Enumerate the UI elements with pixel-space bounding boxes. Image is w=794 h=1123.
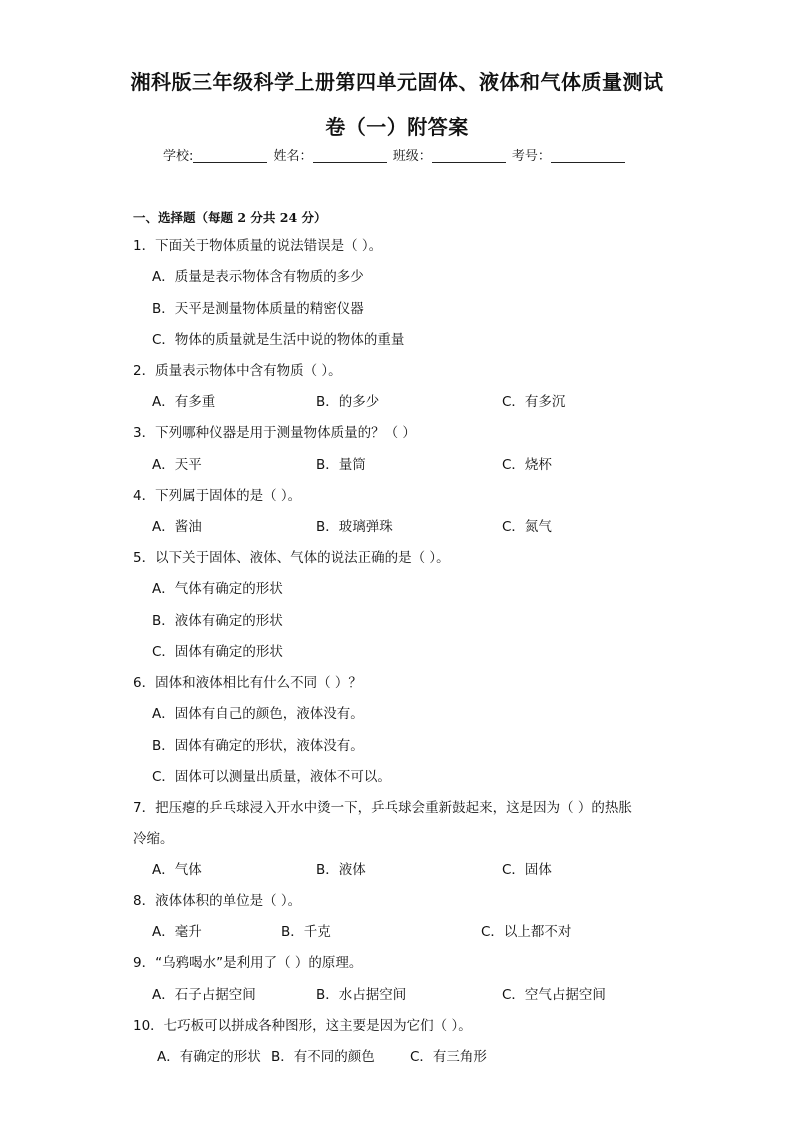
question-stem: 4．下列属于固体的是（ ）。 — [133, 488, 302, 504]
option-c: C．空气占据空间 — [502, 987, 606, 1003]
option-b: B．固体有确定的形状，液体没有。 — [152, 738, 364, 754]
class-blank[interactable] — [432, 148, 506, 163]
question-stem-continuation: 冷缩。 — [133, 831, 174, 847]
option-a: A．气体 — [152, 862, 202, 878]
question-stem: 9．“乌鸦喝水”是利用了（ ）的原理。 — [133, 955, 363, 971]
school-blank[interactable] — [193, 148, 267, 163]
option-a: A．酱油 — [152, 519, 202, 535]
exam-title-line2: 卷（一）附答案 — [325, 115, 469, 139]
option-a: A．质量是表示物体含有物质的多少 — [152, 269, 364, 285]
option-b: B．玻璃弹珠 — [316, 519, 393, 535]
question-stem: 5．以下关于固体、液体、气体的说法正确的是（ ）。 — [133, 550, 450, 566]
option-c: C．有三角形 — [410, 1049, 487, 1065]
question-stem: 6．固体和液体相比有什么不同（ ）？ — [133, 675, 362, 691]
option-a: A．石子占据空间 — [152, 987, 256, 1003]
school-label: 学校: — [163, 149, 194, 164]
question-stem: 3．下列哪种仪器是用于测量物体质量的？（ ） — [133, 425, 416, 441]
option-c: C．固体有确定的形状 — [152, 644, 283, 660]
question-stem: 8．液体体积的单位是（ ）。 — [133, 893, 302, 909]
option-c: C．固体 — [502, 862, 552, 878]
class-label: 班级： — [392, 149, 432, 164]
option-b: B．水占据空间 — [316, 987, 407, 1003]
option-b: B．天平是测量物体质量的精密仪器 — [152, 301, 364, 317]
option-c: C．以上都不对 — [481, 924, 572, 940]
option-a: A．天平 — [152, 457, 202, 473]
option-b: B．液体有确定的形状 — [152, 613, 283, 629]
option-c: C．固体可以测量出质量，液体不可以。 — [152, 769, 391, 785]
name-label: 姓名： — [273, 149, 313, 164]
option-c: C．有多沉 — [502, 394, 566, 410]
exam-number-label: 考号： — [511, 149, 551, 164]
option-a: A．固体有自己的颜色，液体没有。 — [152, 706, 364, 722]
exam-title-line1: 湘科版三年级科学上册第四单元固体、液体和气体质量测试 — [130, 70, 664, 94]
question-stem: 2．质量表示物体中含有物质（ ）。 — [133, 363, 342, 379]
option-b: B．有不同的颜色 — [271, 1049, 375, 1065]
option-b: B．量筒 — [316, 457, 366, 473]
option-b: B．千克 — [281, 924, 331, 940]
section-heading: 一、选择题（每题 2 分共 24 分） — [133, 210, 327, 225]
student-info-row — [163, 145, 627, 164]
option-a: A．有确定的形状 — [157, 1049, 261, 1065]
option-c: C．氮气 — [502, 519, 552, 535]
question-stem: 10．七巧板可以拼成各种图形，这主要是因为它们（ ）。 — [133, 1018, 472, 1034]
option-b: B．的多少 — [316, 394, 380, 410]
option-b: B．液体 — [316, 862, 366, 878]
option-a: A．毫升 — [152, 924, 202, 940]
name-blank[interactable] — [313, 148, 387, 163]
option-a: A．气体有确定的形状 — [152, 581, 283, 597]
question-stem: 7．把压瘪的乒乓球浸入开水中烫一下，乒乓球会重新鼓起来，这是因为（ ）的热胀 — [133, 800, 632, 816]
option-c: C．物体的质量就是生活中说的物体的重量 — [152, 332, 405, 348]
option-a: A．有多重 — [152, 394, 216, 410]
option-c: C．烧杯 — [502, 457, 552, 473]
exam-number-blank[interactable] — [551, 148, 625, 163]
question-stem: 1．下面关于物体质量的说法错误是（ ）。 — [133, 238, 383, 254]
